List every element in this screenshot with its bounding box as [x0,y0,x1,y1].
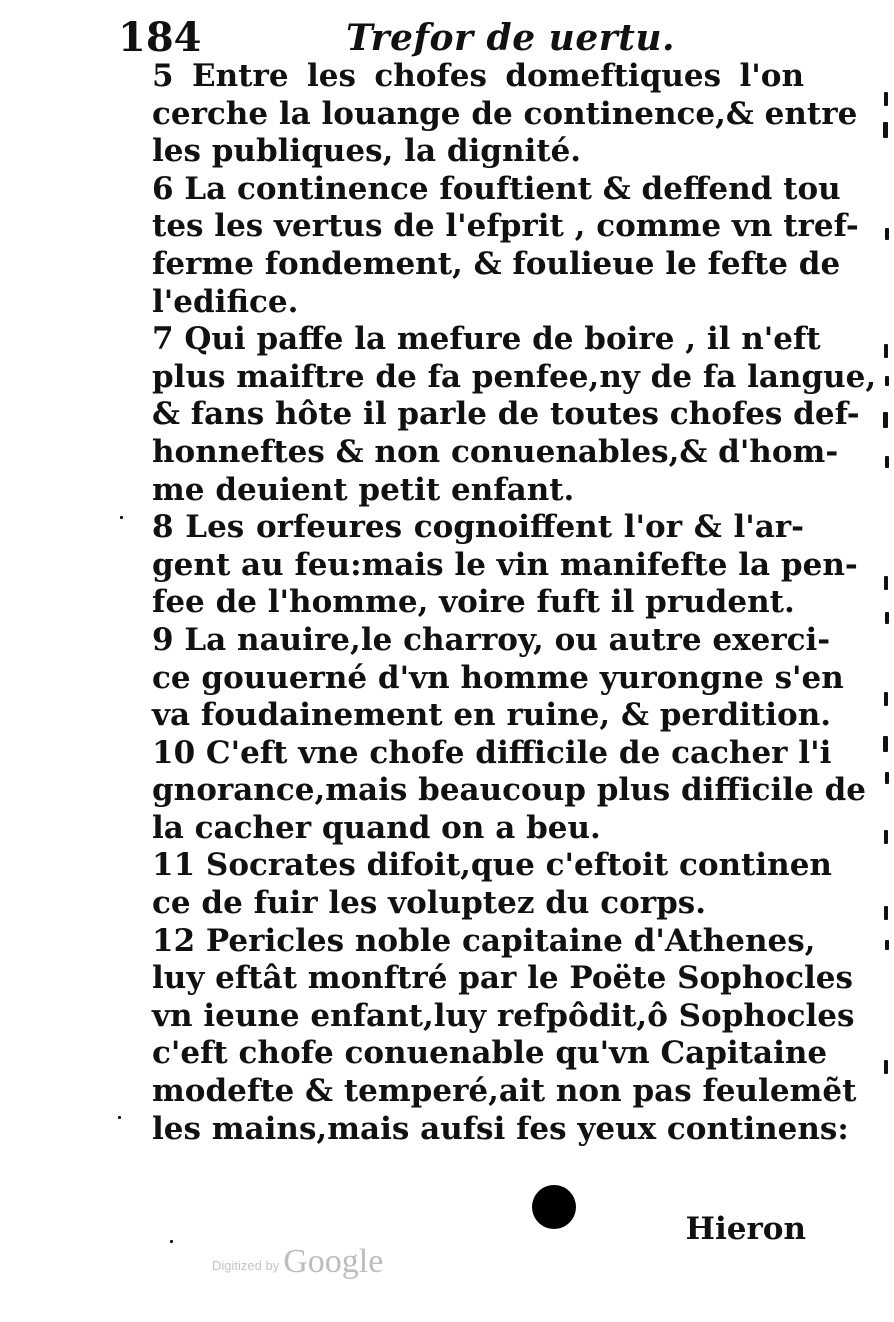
digitized-by-google-watermark [212,1240,383,1280]
text-line: ferme fondement, & foulieue le fefte de [152,245,841,282]
text-line: 10 C'eft vne chofe difficile de cacher l'i [152,734,832,771]
text-line: luy eftât monftré par le Poëte Sophocles [152,960,853,997]
text-line: les publiques, la dignité. [152,133,582,170]
margin-speck [884,344,888,358]
margin-speck [885,228,889,240]
margin-speck [884,906,888,920]
margin-speck [885,940,889,950]
margin-speck [884,576,888,590]
body-text [152,58,877,1148]
text-line: gent au feu:mais le vin manifefte la pen- [152,546,858,583]
text-line: 7 Qui paffe la mefure de boire , il n'eft [152,321,821,358]
margin-speck [883,736,888,752]
text-line: 6 La continence fouftient & deffend tou [152,170,841,207]
margin-speck [118,1116,121,1119]
text-line: & fans hôte il parle de toutes chofes def- [152,396,860,433]
text-line: la cacher quand on a beu. [152,809,601,846]
text-line: plus maiftre de fa penfee,ny de fa langue, [152,358,877,395]
text-line: tes les vertus de l'efprit , comme vn tref- [152,208,859,245]
page-header [118,14,818,62]
catchword: Hieron [685,1211,806,1247]
text-line: c'eft chofe conuenable qu'vn Capitaine [152,1035,828,1072]
text-line: 12 Pericles noble capitaine d'Athenes, [152,922,816,959]
text-line: 9 La nauire,le charroy, ou autre exerci- [152,621,831,658]
text-line: honneftes & non conuenables,& d'hom- [152,433,839,470]
page-number: 184 [118,14,202,61]
margin-speck [884,92,888,106]
text-line: 5 Entre les chofes domeftiques l'on [152,58,804,94]
text-line: cerche la louange de continence,& entre [152,95,858,132]
text-line: me deuient petit enfant. [152,471,575,508]
text-line: gnorance,mais beaucoup plus difficile de [152,772,866,809]
running-title: Trefor de uertu. [346,17,676,59]
text-line: ce gouuerné d'vn homme yurongne s'en [152,659,844,696]
text-line: ce de fuir les voluptez du corps. [152,885,707,922]
margin-speck [884,830,888,844]
text-line: fee de l'homme, voire fuft il prudent. [152,584,795,621]
google-logo: Google [283,1243,384,1280]
text-line: les mains,mais aufsi fes yeux continens: [152,1110,849,1147]
margin-speck [884,692,888,706]
text-line: l'edifice. [152,283,299,320]
text-line: 11 Socrates difoit,que c'eftoit continen [152,847,832,884]
margin-speck [120,516,123,519]
margin-speck [170,1240,173,1243]
text-line: vn ieune enfant,luy refpôdit,ô Sophocles [152,997,855,1034]
ink-blot [532,1185,576,1229]
margin-speck [883,412,888,428]
margin-speck [885,376,889,386]
text-line: va foudainement en ruine, & perdition. [152,697,832,734]
margin-speck [885,772,889,784]
watermark-prefix: Digitized by [212,1258,280,1273]
margin-speck [885,456,889,468]
text-line: 8 Les orfeures cognoiffent l'or & l'ar- [152,509,804,546]
margin-speck [883,122,888,138]
margin-speck [885,612,889,624]
margin-speck [884,1060,888,1074]
text-line: modefte & temperé,ait non pas feulemẽt [152,1073,857,1110]
